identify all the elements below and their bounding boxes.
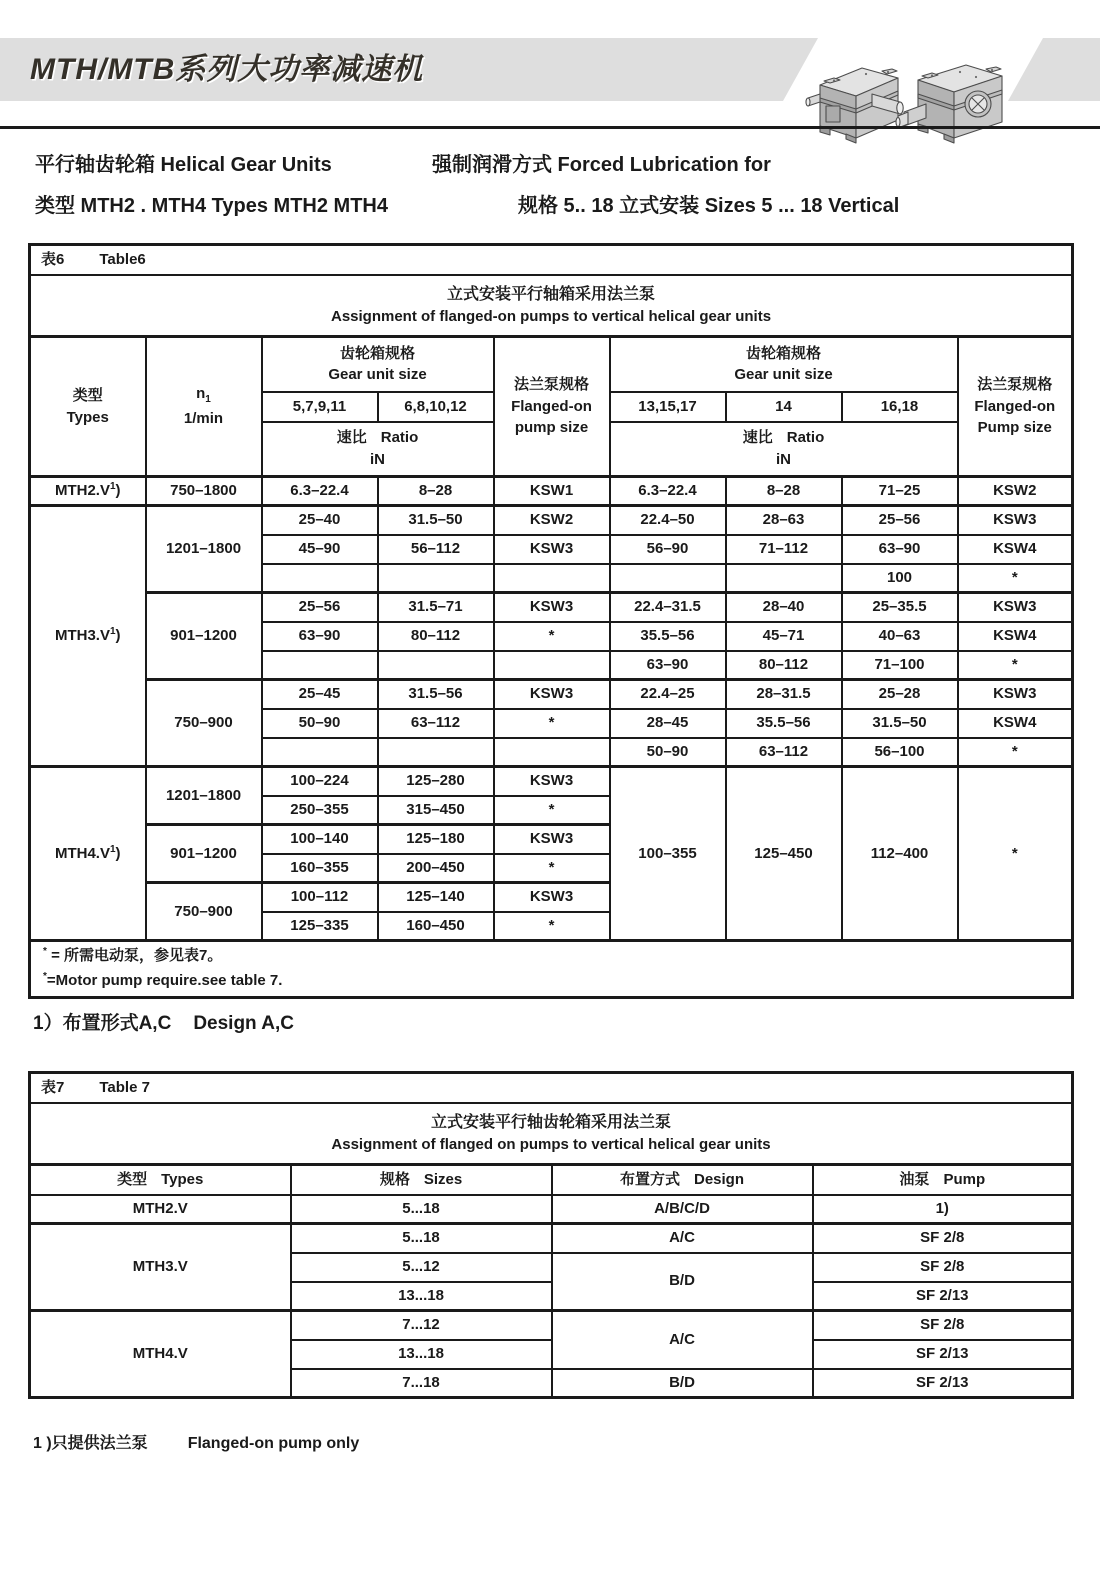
t6-cell: *	[958, 738, 1073, 767]
t6-type-mth3	[30, 506, 146, 767]
t6-type-name: MTH2.V	[54, 482, 110, 500]
t7-cell: SF 2/13	[813, 1369, 1073, 1398]
t6-h-gearsize-left-en: Gear unit size	[328, 366, 427, 384]
pump-note-cn: 只提供法兰泵	[51, 1435, 148, 1452]
t6-cell: 80–112	[378, 622, 494, 651]
t6-h-pump-right-cn: 法兰泵规格	[977, 375, 1053, 393]
t6-cell	[262, 651, 378, 680]
t7-h-sizes	[291, 1165, 552, 1195]
t6-cell: KSW3	[494, 535, 610, 564]
t6-cell: KSW1	[494, 477, 610, 506]
t6-h-pump-left-en1: Flanged-on	[511, 397, 592, 415]
t6-cell: KSW4	[958, 709, 1073, 738]
t6-cell	[494, 738, 610, 767]
t7-type: MTH3.V	[30, 1224, 291, 1311]
t6-cell: 160–355	[262, 854, 378, 883]
t6-cell: 28–63	[726, 506, 842, 535]
t6-cell: 8–28	[378, 477, 494, 506]
subtitle-1-left: 平行轴齿轮箱 Helical Gear Units	[35, 154, 332, 176]
table7-label-en: Table 7	[99, 1078, 150, 1096]
t7-row	[30, 1311, 1073, 1340]
pump-note-en: Flanged-on pump only	[187, 1435, 360, 1452]
gear-unit-isometric-right	[896, 65, 1002, 143]
t6-cell	[378, 564, 494, 593]
t6-h-pump-right-en1: Flanged-on	[974, 397, 1056, 415]
table7-title-row	[30, 1103, 1073, 1165]
t6-cell: KSW4	[958, 535, 1073, 564]
t7-cell: 7...18	[291, 1369, 552, 1398]
t7-h-design	[552, 1165, 813, 1195]
t6-h-size: 13,15,17	[610, 392, 726, 422]
t6-cell: 6.3–22.4	[610, 477, 726, 506]
t6-type-name: MTH4.V	[54, 844, 110, 862]
table6-footnote-en	[43, 969, 1071, 994]
t6-h-ratio-right-en: Ratio	[786, 429, 825, 446]
t6-cell: KSW2	[494, 506, 610, 535]
t6-cell: 160–450	[378, 912, 494, 941]
design-note-prefix: 1）	[33, 1013, 63, 1034]
t6-cell: 31.5–56	[378, 680, 494, 709]
subtitle-line-1	[0, 148, 1100, 178]
gear-unit-images	[800, 50, 1020, 153]
t6-h-n1-base: n	[196, 385, 206, 403]
t6-cell: 50–90	[610, 738, 726, 767]
t6-h-gearsize-left	[262, 337, 494, 392]
t6-h-pump-right-en2: Pump size	[977, 419, 1052, 437]
t6-h-n1-unit: 1/min	[183, 409, 224, 427]
t6-cell	[262, 738, 378, 767]
t6-type-mth4	[30, 767, 146, 941]
t6-cell: 31.5–50	[378, 506, 494, 535]
t6-h-gearsize-right-cn: 齿轮箱规格	[745, 344, 821, 362]
t6-h-ratio-right	[610, 422, 958, 477]
t6-speed: 750–900	[146, 680, 262, 767]
t7-type: MTH2.V	[30, 1195, 291, 1224]
t6-h-types-en: Types	[66, 408, 109, 426]
t6-cell: *	[494, 622, 610, 651]
t6-cell: 25–56	[262, 593, 378, 622]
page-title: MTH/MTB系列大功率减速机	[30, 53, 424, 86]
t6-h-ratio-right-cn: 速比	[742, 429, 773, 446]
t6-cell: *	[494, 854, 610, 883]
t6-h-size: 6,8,10,12	[378, 392, 494, 422]
t7-cell: 5...18	[291, 1195, 552, 1224]
t6-row	[30, 767, 1073, 796]
design-note-en: Design A,C	[193, 1013, 294, 1034]
t6-cell-span: 125–450	[726, 767, 842, 941]
t6-type-paren: )	[115, 627, 121, 645]
t7-row	[30, 1224, 1073, 1253]
t6-cell: 71–25	[842, 477, 958, 506]
t6-h-gearsize-right	[610, 337, 958, 392]
t6-cell: 28–40	[726, 593, 842, 622]
table6-title-row	[30, 275, 1073, 337]
pump-note-prefix: 1 )	[33, 1435, 52, 1452]
t6-cell: 25–45	[262, 680, 378, 709]
t6-cell: 71–100	[842, 651, 958, 680]
t6-h-ratio-right-in: iN	[776, 450, 791, 468]
t7-type: MTH4.V	[30, 1311, 291, 1398]
t6-cell: 63–90	[610, 651, 726, 680]
table6-label-row	[30, 245, 1073, 275]
t6-h-n1	[146, 337, 262, 477]
t6-row	[30, 477, 1073, 506]
table6	[28, 243, 1074, 999]
t6-cell	[610, 564, 726, 593]
t7-h-pump-en: Pump	[943, 1170, 986, 1188]
t6-cell	[494, 651, 610, 680]
t6-cell: 25–40	[262, 506, 378, 535]
table6-footnote	[30, 941, 1073, 998]
subtitle-2-right: 规格 5.. 18 立式安装 Sizes 5 ... 18 Vertical	[518, 195, 900, 217]
t6-cell-span: 112–400	[842, 767, 958, 941]
t7-h-pump	[813, 1165, 1073, 1195]
t6-h-types-cn: 类型	[72, 386, 103, 404]
table6-footnote-row	[30, 941, 1073, 998]
t6-cell: 25–56	[842, 506, 958, 535]
t6-cell: 100–224	[262, 767, 378, 796]
t6-cell: *	[958, 651, 1073, 680]
t6-cell: 28–31.5	[726, 680, 842, 709]
t6-h-ratio-left	[262, 422, 494, 477]
t6-cell: 250–355	[262, 796, 378, 825]
t6-speed: 750–1800	[146, 477, 262, 506]
table7-title-en: Assignment of flanged on pumps to vertical helical gear units	[331, 1135, 771, 1153]
t6-cell: KSW3	[494, 825, 610, 854]
t6-cell: KSW3	[494, 593, 610, 622]
t6-cell: KSW3	[494, 767, 610, 796]
t7-cell: 1)	[813, 1195, 1073, 1224]
t6-cell: 125–140	[378, 883, 494, 912]
t6-speed: 901–1200	[146, 593, 262, 680]
t7-cell: 5...18	[291, 1224, 552, 1253]
t6-h-pump-left-cn: 法兰泵规格	[513, 375, 589, 393]
t6-h-gearsize-left-cn: 齿轮箱规格	[339, 344, 415, 362]
t6-h-gearsize-right-en: Gear unit size	[734, 366, 833, 384]
pump-note	[33, 1430, 359, 1453]
t7-h-sizes-cn: 规格	[379, 1170, 410, 1188]
t6-cell: KSW3	[958, 593, 1073, 622]
t7-h-types-en: Types	[161, 1170, 204, 1188]
table6-label	[30, 245, 1073, 275]
t6-cell: 22.4–31.5	[610, 593, 726, 622]
t6-cell	[262, 564, 378, 593]
asterisk-mark: *	[43, 946, 47, 958]
t6-cell: 71–112	[726, 535, 842, 564]
t6-type-sup: 1	[109, 626, 116, 638]
t6-cell: 50–90	[262, 709, 378, 738]
table6-footnote-en-text: =Motor pump require.see table 7.	[46, 972, 283, 989]
table7-label-row	[30, 1073, 1073, 1103]
table7	[28, 1071, 1074, 1399]
t6-cell: KSW3	[494, 680, 610, 709]
t6-cell: 100–112	[262, 883, 378, 912]
t6-h-size: 16,18	[842, 392, 958, 422]
subtitle-2-left: 类型 MTH2 . MTH4 Types MTH2 MTH4	[35, 195, 388, 217]
t7-cell: 13...18	[291, 1340, 552, 1369]
t6-cell: 45–71	[726, 622, 842, 651]
table7-title	[30, 1103, 1073, 1165]
t7-row	[30, 1195, 1073, 1224]
t7-cell: SF 2/8	[813, 1253, 1073, 1282]
t7-cell: 7...12	[291, 1311, 552, 1340]
table6-footnote-cn-text: = 所需电动泵，参见表7。	[51, 947, 223, 965]
t6-speed: 1201–1800	[146, 506, 262, 593]
t6-h-pump-left-en2: pump size	[514, 419, 589, 437]
t6-cell: 80–112	[726, 651, 842, 680]
table7-title-cn: 立式安装平行轴齿轮箱采用法兰泵	[431, 1113, 672, 1131]
t7-cell: SF 2/8	[813, 1311, 1073, 1340]
t6-cell: 56–90	[610, 535, 726, 564]
t6-h-pump-right	[958, 337, 1073, 477]
t7-h-design-en: Design	[694, 1170, 745, 1188]
table6-title-en: Assignment of flanged-on pumps to vertical helical gear units	[330, 307, 772, 325]
header-rule	[0, 126, 1100, 129]
t7-cell: A/C	[552, 1311, 813, 1369]
t6-cell	[378, 738, 494, 767]
t6-speed: 901–1200	[146, 825, 262, 883]
t6-speed: 1201–1800	[146, 767, 262, 825]
t6-cell	[378, 651, 494, 680]
t6-cell: 40–63	[842, 622, 958, 651]
t7-cell: A/B/C/D	[552, 1195, 813, 1224]
design-note	[33, 1008, 294, 1035]
table6-title	[30, 275, 1073, 337]
t6-cell: 63–90	[262, 622, 378, 651]
t6-cell: 28–45	[610, 709, 726, 738]
t6-type-sup: 1	[109, 843, 116, 855]
t6-row	[30, 506, 1073, 535]
table7-label	[30, 1073, 1073, 1103]
t6-cell: 125–180	[378, 825, 494, 854]
t7-h-pump-cn: 油泵	[899, 1170, 930, 1188]
t6-cell: 25–28	[842, 680, 958, 709]
t6-cell: 35.5–56	[726, 709, 842, 738]
t6-h-n1-sub: 1	[205, 394, 211, 406]
table7-header-row	[30, 1165, 1073, 1195]
t6-type-mth2	[30, 477, 146, 506]
t6-cell: 31.5–50	[842, 709, 958, 738]
t7-cell: SF 2/8	[813, 1224, 1073, 1253]
table6-footnote-cn	[43, 944, 1071, 969]
t6-h-pump-left	[494, 337, 610, 477]
t6-cell: *	[958, 564, 1073, 593]
t6-row	[30, 593, 1073, 622]
t7-cell: B/D	[552, 1253, 813, 1311]
t6-cell: 8–28	[726, 477, 842, 506]
t7-h-types-cn: 类型	[117, 1170, 148, 1188]
t6-h-ratio-left-in: iN	[370, 450, 385, 468]
t7-cell: A/C	[552, 1224, 813, 1253]
t7-h-sizes-en: Sizes	[423, 1170, 463, 1188]
t6-cell: 25–35.5	[842, 593, 958, 622]
table6-label-en: Table6	[99, 250, 146, 268]
t6-type-paren: )	[115, 844, 121, 862]
subtitle-line-2	[0, 189, 1100, 219]
t6-type-name: MTH3.V	[54, 627, 110, 645]
t6-cell-span: *	[958, 767, 1073, 941]
t6-cell: KSW3	[494, 883, 610, 912]
t6-cell: 56–100	[842, 738, 958, 767]
t7-cell: SF 2/13	[813, 1340, 1073, 1369]
t6-type-sup: 1	[109, 481, 116, 493]
t6-cell: 100–140	[262, 825, 378, 854]
t6-cell: 125–335	[262, 912, 378, 941]
design-note-cn: 布置形式A,C	[62, 1013, 172, 1034]
table6-header-row-1	[30, 337, 1073, 392]
t7-cell: SF 2/13	[813, 1282, 1073, 1311]
t6-cell: 22.4–25	[610, 680, 726, 709]
t6-cell: 63–90	[842, 535, 958, 564]
t6-cell-span: 100–355	[610, 767, 726, 941]
t6-cell: *	[494, 709, 610, 738]
t6-cell: KSW2	[958, 477, 1073, 506]
t6-h-ratio-left-en: Ratio	[380, 429, 419, 446]
t6-cell: *	[494, 912, 610, 941]
t6-cell: 22.4–50	[610, 506, 726, 535]
subtitle-1-right: 强制润滑方式 Forced Lubrication for	[432, 154, 771, 176]
t6-cell: 35.5–56	[610, 622, 726, 651]
t6-cell: 200–450	[378, 854, 494, 883]
t6-cell: *	[494, 796, 610, 825]
gear-unit-isometric-left	[806, 68, 903, 143]
t7-h-design-cn: 布置方式	[619, 1170, 680, 1188]
t6-cell: 31.5–71	[378, 593, 494, 622]
banner-band-right	[1008, 38, 1100, 101]
t6-h-size: 5,7,9,11	[262, 392, 378, 422]
t6-cell: 100	[842, 564, 958, 593]
t7-h-types	[30, 1165, 291, 1195]
header-banner	[0, 38, 1100, 101]
t6-row	[30, 680, 1073, 709]
t7-cell: B/D	[552, 1369, 813, 1398]
t6-h-types	[30, 337, 146, 477]
t6-cell	[494, 564, 610, 593]
table6-title-cn: 立式安装平行轴箱采用法兰泵	[447, 285, 656, 303]
t6-type-paren: )	[115, 482, 121, 500]
t6-speed: 750–900	[146, 883, 262, 941]
table6-label-cn: 表6	[41, 250, 65, 268]
t6-cell: KSW3	[958, 680, 1073, 709]
t6-cell: 63–112	[726, 738, 842, 767]
t6-cell: 6.3–22.4	[262, 477, 378, 506]
table7-label-cn: 表7	[41, 1078, 65, 1096]
t6-h-ratio-left-cn: 速比	[336, 429, 367, 446]
t6-h-size: 14	[726, 392, 842, 422]
t6-cell: 63–112	[378, 709, 494, 738]
t7-cell: 5...12	[291, 1253, 552, 1282]
t6-cell: 315–450	[378, 796, 494, 825]
t6-cell: KSW3	[958, 506, 1073, 535]
t6-cell: 125–280	[378, 767, 494, 796]
asterisk-mark: *	[43, 971, 47, 982]
t6-cell	[726, 564, 842, 593]
t6-cell: 45–90	[262, 535, 378, 564]
t6-cell: 56–112	[378, 535, 494, 564]
t7-cell: 13...18	[291, 1282, 552, 1311]
t6-cell: KSW4	[958, 622, 1073, 651]
